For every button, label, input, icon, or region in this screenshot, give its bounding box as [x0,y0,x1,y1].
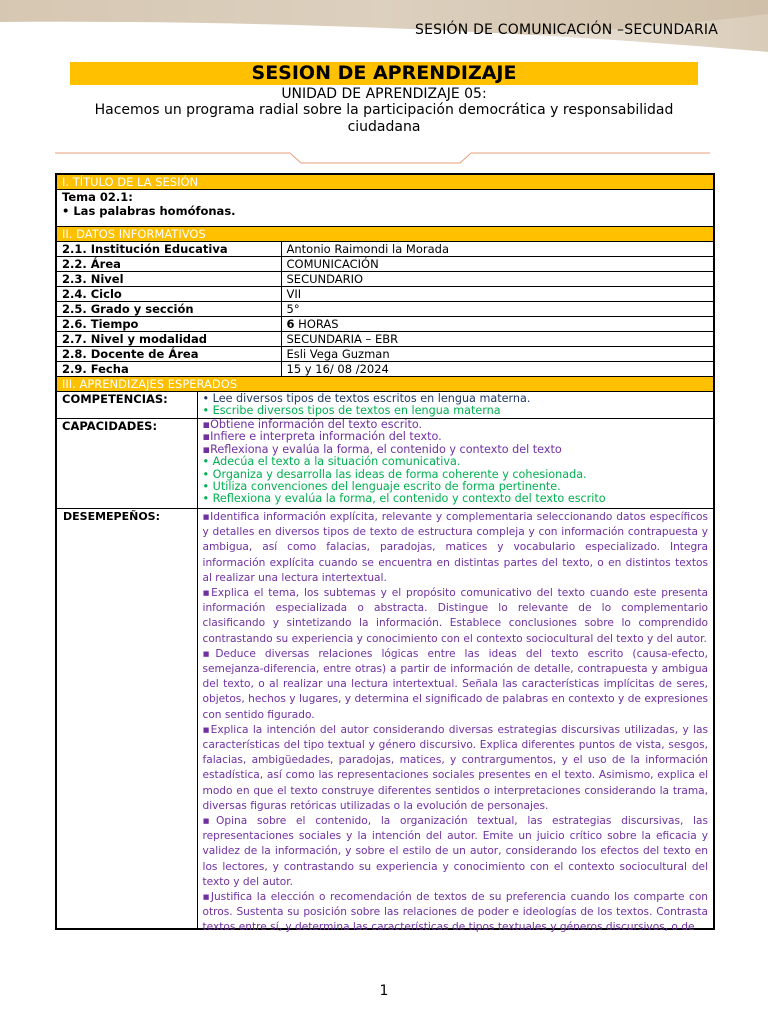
competencias-label: COMPETENCIAS: [56,392,197,419]
datos-label: 2.3. Nivel [56,272,281,287]
datos-label: 2.7. Nivel y modalidad [56,332,281,347]
section-title-header: I. TÍTULO DE LA SESIÓN [56,174,714,190]
section-aprendizajes-header: III. APRENDIZAJES ESPERADOS [56,377,714,392]
capacidad-item: • Utiliza convenciones del lenguaje escrito de forma pertinente. [202,480,561,494]
capacidad-item: • Adecúa el texto a la situación comunicativa. [202,455,461,469]
competencia-item: • Escribe diversos tipos de textos en lengua materna [202,404,501,418]
datos-value: COMUNICACIÓN [281,257,714,272]
unit-title: UNIDAD DE APRENDIZAJE 05: [281,86,487,102]
datos-value: 5° [281,302,714,317]
datos-value: 15 y 16/ 08 /2024 [281,362,714,377]
datos-value: VII [281,287,714,302]
datos-value: Antonio Raimondi la Morada [281,242,714,257]
desempeno-item: ▪Explica el tema, los subtemas y el propósito comunicativo del texto cuando este presenta información especializada o abstracta. Distingue lo relevante de lo complementario clasificando y sintetizando la información. Establece conclusiones sobre lo comprendido contrastando su experiencia y conocimiento con el contexto sociocultural del texto y del autor. [202,587,709,645]
datos-label: 2.2. Área [56,257,281,272]
desempeno-item: ▪Deduce diversas relaciones lógicas entre las ideas del texto escrito (causa-efecto, semejanza-diferencia, entre otras) a partir de información de detalle, contrapuesta y ambigua del texto, o al realizar una lectura intertextual. Señala las características implícitas de seres, objetos, hechos y lugares, y determina el significado de palabras en contexto y de expresiones con sentido figurado. [202,647,709,721]
tema-title: • Las palabras homófonas. [62,204,236,218]
capacidad-item: ▪Reflexiona y evalúa la forma, el contenido y contexto del texto [202,442,562,456]
desempenos-list [197,509,714,934]
capacidades-label: CAPACIDADES: [56,419,197,509]
datos-value: Esli Vega Guzman [281,347,714,362]
desempeno-item: ▪Opina sobre el contenido, la organización textual, las estrategias discursivas, las representaciones sociales y la intención del autor. Emite un juicio crítico sobre la eficacia y validez de la información, y sobre el estilo de un autor, considerando los efectos del texto en los lectores, y contrastando su experiencia y conocimiento con el contexto sociocultural del texto y del autor. [202,815,709,888]
session-table [55,173,715,934]
capacidad-item: • Organiza y desarrolla las ideas de forma coherente y cohesionada. [202,467,587,481]
datos-value: SECUNDARIO [281,272,714,287]
page-number: 1 [379,983,389,999]
desempeno-item: ▪Identifica información explícita, relevante y complementaria seleccionando datos específicos y detalles en diversos tipos de texto de estructura compleja y con información contrapuesta y ambigua, así como falacias, paradojas, matices y vocabulario especializado. Integra información explícita cuando se encuentra en distintas partes del texto, o en distintos textos al realizar una lectura intertextual. [202,511,709,584]
ornamental-divider [55,148,715,164]
datos-label: 2.1. Institución Educativa [56,242,281,257]
tema-cell [56,190,714,227]
capacidad-item: ▪Infiere e interpreta información del texto. [202,430,442,444]
section-datos-header: II. DATOS INFORMATIVOS [56,227,714,242]
desempeno-item: ▪Justifica la elección o recomendación de textos de su preferencia cuando los comparte con otros. Sustenta su posición sobre las relaciones de poder e ideologías de los textos. Contrasta textos entre sí, y determina las características de tipos textuales y géneros discursivos, o de [202,891,709,934]
unit-subtitle: Hacemos un programa radial sobre la participación democrática y responsabilidad ciudadana [94,102,674,135]
competencia-item: • Lee diversos tipos de textos escritos en lengua materna. [202,392,531,405]
capacidad-item: • Reflexiona y evalúa la forma, el contenido y contexto del texto escrito [202,492,606,506]
datos-label: 2.4. Ciclo [56,287,281,302]
tiempo-number: 6 [286,317,295,331]
datos-label: 2.5. Grado y sección [56,302,281,317]
capacidad-item: ▪Obtiene información del texto escrito. [202,418,423,431]
datos-value [281,317,714,332]
datos-label: 2.8. Docente de Área [56,347,281,362]
datos-label: 2.9. Fecha [56,362,281,377]
header-text: SESIÓN DE COMUNICACIÓN –SECUNDARIA [414,22,718,38]
datos-value: SECUNDARIA – EBR [281,332,714,347]
competencias-list [197,392,714,419]
desempenos-label: DESEMEPEÑOS: [56,509,197,929]
capacidades-list [197,419,714,509]
tiempo-unit: HORAS [294,317,339,331]
datos-label: 2.6. Tiempo [56,317,281,332]
desempeno-item: ▪Explica la intención del autor considerando diversas estrategias discursivas utilizadas, y las características del tipo textual y género discursivo. Explica diferentes puntos de vista, sesgos, falacias, ambigüedades, paradojas, matices, y contrargumentos, y el uso de la información estadística, así como las representaciones sociales presentes en el texto. Asimismo, explica el modo en que el texto construye diferentes sentidos o interpretaciones considerando la trama, diversas figuras retóricas utilizadas o la evolución de personajes. [202,723,709,812]
tema-number: Tema 02.1: [62,190,133,204]
page-title: SESION DE APRENDIZAJE [70,62,698,85]
